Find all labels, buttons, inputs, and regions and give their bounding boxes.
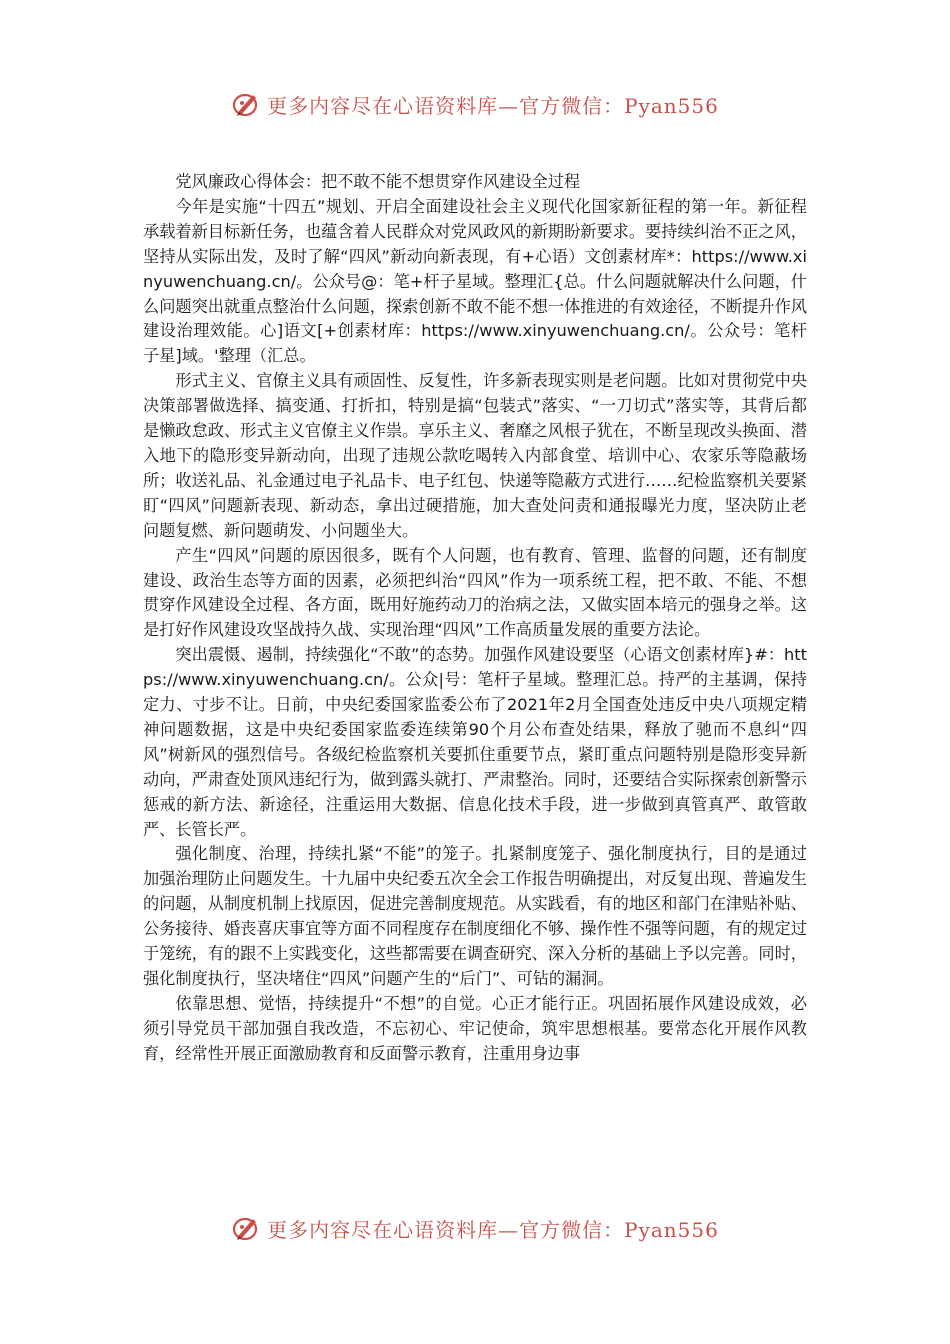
paragraph: 突出震慑、遏制，持续强化“不敢”的态势。加强作风建设要坚（心语文创素材库}#：https://www.xinyuwenchuang.cn/。公众|号：笔杆子星域。整理汇总。持严的主基调，保持定力、寸步不让。日前，中央纪委国家监委公布了2021年2月全国查处违反中央八项规定精神问题数据，这是中央纪委国家监委连续第90个月公布查处结果，释放了驰而不息纠“四风”树新风的强烈信号。各级纪检监察机关要抓住重要节点，紧盯重点问题特别是隐形变异新动向，严肃查处顶风违纪行为，做到露头就打、严肃整治。同时，还要结合实际探索创新警示惩戒的新方法、新途径，注重运用大数据、信息化技术手段，进一步做到真管真严、敢管敢严、长管长严。 <box>143 645 807 839</box>
pen-logo-icon <box>231 89 261 119</box>
header-watermark-banner <box>0 84 950 124</box>
paragraph: 形式主义、官僚主义具有顽固性、反复性，许多新表现实则是老问题。比如对贯彻党中央决策部署做选择、搞变通、打折扣，特别是搞“包装式”落实、“一刀切式”落实等，其背后都是懒政怠政、形式主义官僚主义作祟。享乐主义、奢靡之风根子犹在，不断呈现改头换面、潜入地下的隐形变异新动向，出现了违规公款吃喝转入内部食堂、培训中心、农家乐等隐蔽场所；收送礼品、礼金通过电子礼品卡、电子红包、快递等隐蔽方式进行……纪检监察机关要紧盯“四风”问题新表现、新动态，拿出过硬措施，加大查处问责和通报曝光力度，坚决防止老问题复燃、新问题萌发、小问题坐大。 <box>143 371 807 540</box>
footer-banner-text: 更多内容尽在心语资料库—官方微信：Pyan556 <box>267 1217 719 1242</box>
document-body <box>143 170 807 1067</box>
paragraph: 产生“四风”问题的原因很多，既有个人问题，也有教育、管理、监督的问题，还有制度建设、政治生态等方面的因素，必须把纠治“四风”作为一项系统工程，把不敢、不能、不想贯穿作风建设全过程、各方面，既用好施药动刀的治病之法，又做实固本培元的强身之举。这是打好作风建设攻坚战持久战、实现治理“四风”工作高质量发展的重要方法论。 <box>143 545 807 640</box>
paragraph: 依靠思想、觉悟，持续提升“不想”的自觉。心正才能行正。巩固拓展作风建设成效，必须引导党员干部加强自我改造，不忘初心、牢记使命，筑牢思想根基。要常态化开展作风教育，经常性开展正面激励教育和反面警示教育，注重用身边事 <box>143 993 807 1063</box>
paragraph: 今年是实施“十四五”规划、开启全面建设社会主义现代化国家新征程的第一年。新征程承载着新目标新任务，也蕴含着人民群众对党风政风的新期盼新要求。要持续纠治不正之风，坚持从实际出发，及时了解“四风”新动向新表现，有+心语）文创素材库*：https://www.xinyuwenchuang.cn/。公众号@：笔+杆子星域。整理汇{总。什么问题就解决什么问题，什么问题突出就重点整治什么问题，探索创新不敢不能不想一体推进的有效途径，不断提升作风建设治理效能。心]语文[+创素材库：https://www.xinyuwenchuang.cn/。公众号：笔杆子星]域。'整理（汇总。 <box>143 196 807 366</box>
document-title: 党风廉政心得体会：把不敢不能不想贯穿作风建设全过程 <box>175 172 581 191</box>
footer-watermark-banner <box>0 1208 950 1248</box>
header-banner-text: 更多内容尽在心语资料库—官方微信：Pyan556 <box>267 93 719 118</box>
pen-logo-icon <box>231 1213 261 1243</box>
paragraph: 强化制度、治理，持续扎紧“不能”的笼子。扎紧制度笼子、强化制度执行，目的是通过加强治理防止问题发生。十九届中央纪委五次全会工作报告明确提出，对反复出现、普遍发生的问题，从制度机制上找原因，促进完善制度规范。从实践看，有的地区和部门在津贴补贴、公务接待、婚丧喜庆事宜等方面不同程度存在制度细化不够、操作性不强等问题，有的规定过于笼统，有的跟不上实践变化，这些都需要在调查研究、深入分析的基础上予以完善。同时，强化制度执行，坚决堵住“四风”问题产生的“后门”、可钻的漏洞。 <box>143 844 807 988</box>
